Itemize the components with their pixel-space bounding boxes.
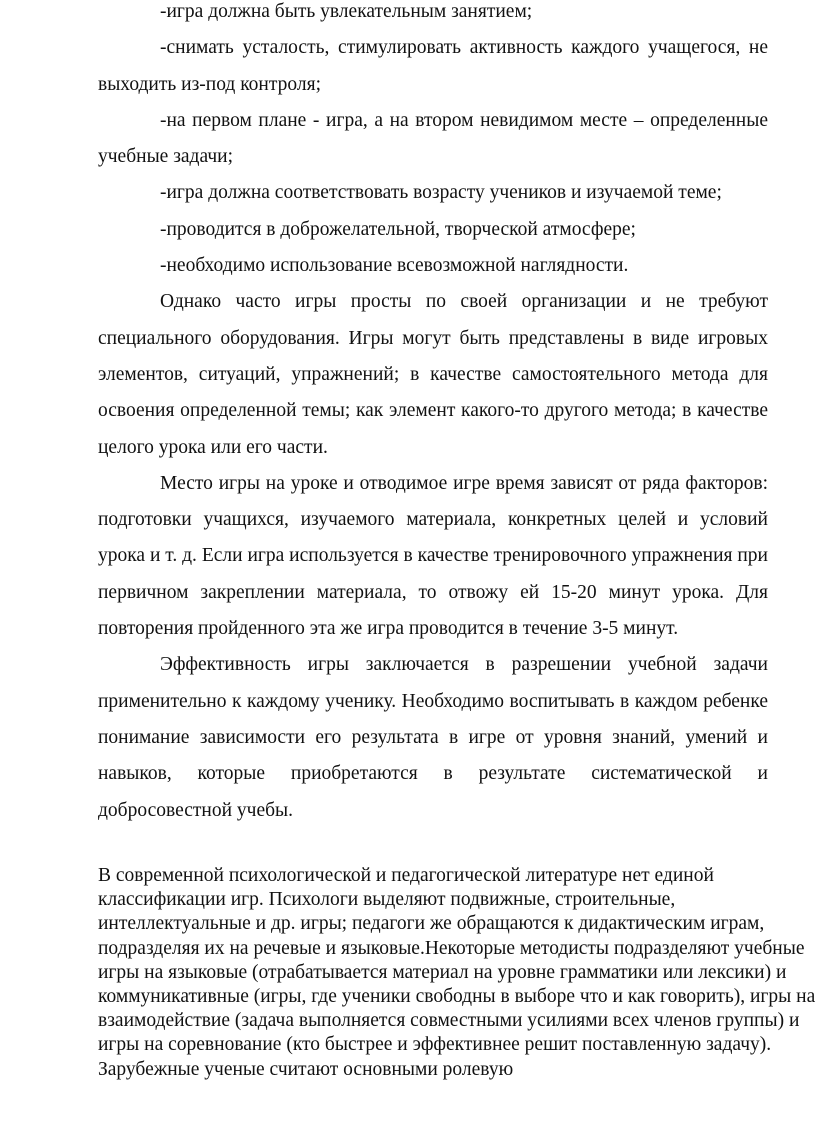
list-item-engaging: -игра должна быть увлекательным занятием; xyxy=(160,1,533,22)
paragraph-game-effectiveness: Эффективность игры заключается в разрешении учебной задачи применительно к каждому ученику. Необходимо воспитывать в каждом ребенке понимание зависимости его результата в игре от уровня знаний, умений и навыков, которые приобретаются в результате систематической и добросовестной учебы. xyxy=(98,654,768,821)
paragraph-game-organization: Однако часто игры просты по своей организации и не требуют специального оборудования. Игры могут быть представлены в виде игровых элементов, ситуаций, упражнений; в качестве самостоятельного метода для освоения определенной темы; как элемент какого-то другого метода; в качестве целого урока или его части. xyxy=(98,291,768,458)
list-item-game-first: -на первом плане - игра, а на втором невидимом месте – определенные учебные задачи; xyxy=(98,109,768,168)
list-item-friendly-atmosphere: -проводится в доброжелательной, творческой атмосфере; xyxy=(160,218,636,240)
list-item-visual-aids: -необходимо использование всевозможной наглядности. xyxy=(160,255,629,277)
list-item-age-appropriate: -игра должна соответствовать возрасту учеников и изучаемой теме; xyxy=(160,182,722,204)
compact-text-block xyxy=(98,864,816,1082)
list-item-relieve-fatigue: -снимать усталость, стимулировать активность каждого учащегося, не выходить из-под контроля; xyxy=(98,37,768,95)
document-page xyxy=(98,0,816,1080)
spaced-text-block xyxy=(98,0,768,829)
paragraph-game-classification: В современной психологической и педагогической литературе нет единой классификации игр. Психологи выделяют подвижные, строительные, интеллектуальные и др. игры; педагоги же обращаются к дидактическим играм, подразделяя их на речевые и языковые.Некоторые методисты подразделяют учебные игры на языковые (отрабатывается материал на уровне грамматики или лексики) и коммуникативные (игры, где ученики свободны в выборе что и как говорить), игры на взаимодействие (задача выполняется совместными усилиями всех членов группы) и игры на соревнование (кто быстрее и эффективнее решит поставленную задачу). Зарубежные ученые считают основными ролевую xyxy=(98,865,816,1080)
paragraph-game-time: Место игры на уроке и отводимое игре время зависят от ряда факторов: подготовки учащихся, изучаемого материала, конкретных целей и условий урока и т. д. Если игра используется в качестве тренировочного упражнения при первичном закреплении материала, то отвожу ей 15-20 минут урока. Для повторения пройденного эта же игра проводится в течение 3-5 минут. xyxy=(98,472,768,640)
